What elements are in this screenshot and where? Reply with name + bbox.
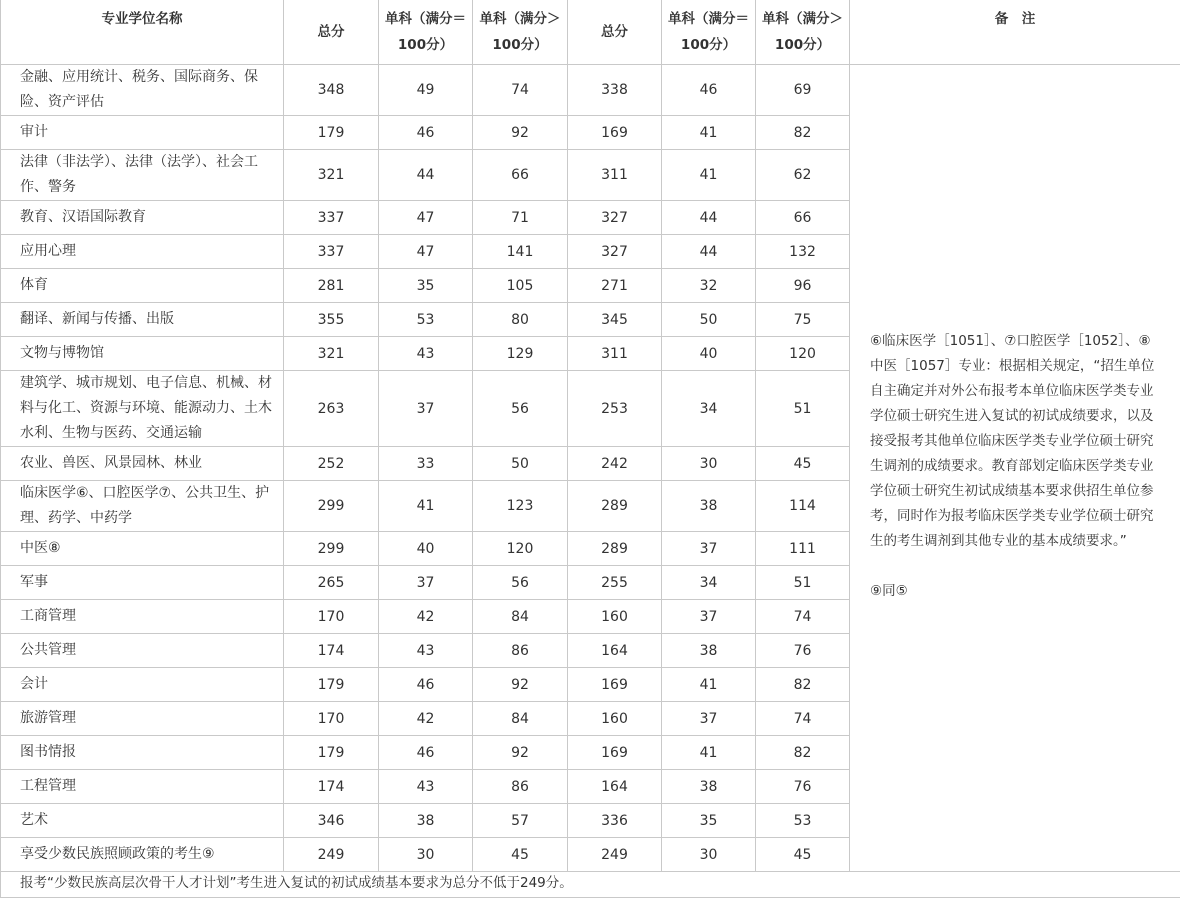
single-eq100-cell-1: 43 [379,770,473,804]
single-gt100-cell-1: 129 [473,337,568,371]
total-score-cell-1: 179 [284,736,379,770]
single-gt100-cell-2: 111 [756,532,850,566]
remark-clinical-medicine: ⑥临床医学［1051］、⑦口腔医学［1052］、⑧中医［1057］专业：根据相关规定，“招生单位自主确定并对外公布报考本单位临床医学类专业学位硕士研究生进入复试的初试成绩要求，以及接受报考其他单位临床医学类专业学位硕士研究生调剂的成绩要求。教育部划定临床医学类专业学位硕士研究生初试成绩基本要求供招生单位参考，同时作为报考临床医学类专业学位硕士研究生的考生调剂到其他专业的基本成绩要求。” [870,329,1156,554]
single-eq100-cell-1: 46 [379,116,473,150]
single-gt100-cell-2: 120 [756,337,850,371]
single-gt100-cell-2: 45 [756,447,850,481]
single-gt100-cell-2: 82 [756,116,850,150]
single-gt100-cell-2: 66 [756,201,850,235]
major-name-cell: 教育、汉语国际教育 [1,201,284,235]
single-eq100-cell-2: 46 [662,65,756,116]
single-gt100-cell-1: 92 [473,116,568,150]
table-body [1,65,1180,898]
total-score-cell-2: 327 [568,235,662,269]
single-eq100-cell-2: 44 [662,201,756,235]
total-score-cell-1: 281 [284,269,379,303]
header-single-gt100-2: 单科（满分＞100分） [756,0,850,65]
total-score-cell-1: 321 [284,337,379,371]
total-score-cell-2: 289 [568,481,662,532]
single-gt100-cell-2: 74 [756,600,850,634]
single-gt100-cell-2: 96 [756,269,850,303]
single-eq100-cell-2: 34 [662,566,756,600]
single-eq100-cell-1: 42 [379,600,473,634]
remarks-cell [850,65,1180,872]
header-total-score-1: 总分 [284,0,379,65]
single-gt100-cell-2: 51 [756,566,850,600]
single-eq100-cell-1: 33 [379,447,473,481]
single-gt100-cell-2: 53 [756,804,850,838]
single-gt100-cell-1: 56 [473,566,568,600]
major-name-cell: 临床医学⑥、口腔医学⑦、公共卫生、护理、药学、中药学 [1,481,284,532]
single-eq100-cell-1: 30 [379,838,473,872]
single-eq100-cell-1: 41 [379,481,473,532]
single-eq100-cell-2: 35 [662,804,756,838]
header-single-eq100-1: 单科（满分＝100分） [379,0,473,65]
single-eq100-cell-2: 32 [662,269,756,303]
major-name-cell: 建筑学、城市规划、电子信息、机械、材料与化工、资源与环境、能源动力、土木水利、生物与医药、交通运输 [1,371,284,447]
total-score-cell-2: 336 [568,804,662,838]
single-eq100-cell-1: 46 [379,736,473,770]
single-eq100-cell-2: 41 [662,150,756,201]
single-eq100-cell-2: 30 [662,838,756,872]
total-score-cell-1: 263 [284,371,379,447]
total-score-cell-2: 160 [568,702,662,736]
single-gt100-cell-2: 45 [756,838,850,872]
header-remarks: 备 注 [850,0,1180,65]
total-score-cell-2: 164 [568,770,662,804]
single-gt100-cell-1: 80 [473,303,568,337]
single-gt100-cell-1: 56 [473,371,568,447]
total-score-cell-1: 299 [284,532,379,566]
total-score-cell-2: 338 [568,65,662,116]
single-gt100-cell-1: 84 [473,600,568,634]
major-name-cell: 翻译、新闻与传播、出版 [1,303,284,337]
single-eq100-cell-2: 37 [662,532,756,566]
single-eq100-cell-1: 43 [379,634,473,668]
single-eq100-cell-1: 40 [379,532,473,566]
single-gt100-cell-1: 92 [473,668,568,702]
major-name-cell: 审计 [1,116,284,150]
major-name-cell: 金融、应用统计、税务、国际商务、保险、资产评估 [1,65,284,116]
total-score-cell-2: 249 [568,838,662,872]
single-eq100-cell-1: 49 [379,65,473,116]
single-gt100-cell-2: 76 [756,770,850,804]
single-gt100-cell-1: 123 [473,481,568,532]
single-eq100-cell-2: 34 [662,371,756,447]
single-eq100-cell-1: 47 [379,201,473,235]
single-gt100-cell-2: 76 [756,634,850,668]
single-eq100-cell-2: 30 [662,447,756,481]
single-gt100-cell-1: 74 [473,65,568,116]
single-gt100-cell-2: 82 [756,668,850,702]
single-gt100-cell-1: 84 [473,702,568,736]
major-name-cell: 图书情报 [1,736,284,770]
major-name-cell: 农业、兽医、风景园林、林业 [1,447,284,481]
total-score-cell-2: 169 [568,116,662,150]
single-gt100-cell-1: 66 [473,150,568,201]
total-score-cell-1: 252 [284,447,379,481]
single-eq100-cell-2: 41 [662,668,756,702]
single-eq100-cell-1: 53 [379,303,473,337]
single-eq100-cell-2: 41 [662,736,756,770]
table-row [1,65,1180,116]
single-eq100-cell-2: 37 [662,702,756,736]
total-score-cell-2: 311 [568,337,662,371]
total-score-cell-1: 355 [284,303,379,337]
major-name-cell: 享受少数民族照顾政策的考生⑨ [1,838,284,872]
single-eq100-cell-1: 47 [379,235,473,269]
major-name-cell: 工商管理 [1,600,284,634]
single-eq100-cell-1: 43 [379,337,473,371]
single-gt100-cell-2: 114 [756,481,850,532]
header-major-name: 专业学位名称 [1,0,284,65]
single-eq100-cell-2: 40 [662,337,756,371]
total-score-cell-1: 249 [284,838,379,872]
major-name-cell: 艺术 [1,804,284,838]
single-eq100-cell-1: 37 [379,566,473,600]
major-name-cell: 会计 [1,668,284,702]
total-score-cell-2: 289 [568,532,662,566]
total-score-cell-1: 265 [284,566,379,600]
remark-spacer [870,554,1156,579]
single-gt100-cell-2: 74 [756,702,850,736]
header-single-eq100-2: 单科（满分＝100分） [662,0,756,65]
single-gt100-cell-2: 82 [756,736,850,770]
single-eq100-cell-1: 42 [379,702,473,736]
major-name-cell: 法律（非法学）、法律（法学）、社会工作、警务 [1,150,284,201]
total-score-cell-2: 169 [568,668,662,702]
total-score-cell-1: 337 [284,235,379,269]
major-name-cell: 旅游管理 [1,702,284,736]
single-gt100-cell-1: 92 [473,736,568,770]
total-score-cell-1: 321 [284,150,379,201]
single-gt100-cell-2: 51 [756,371,850,447]
single-eq100-cell-1: 37 [379,371,473,447]
single-gt100-cell-1: 57 [473,804,568,838]
total-score-cell-1: 337 [284,201,379,235]
single-gt100-cell-1: 50 [473,447,568,481]
single-gt100-cell-1: 86 [473,770,568,804]
total-score-cell-1: 170 [284,702,379,736]
single-gt100-cell-1: 71 [473,201,568,235]
single-gt100-cell-1: 120 [473,532,568,566]
single-gt100-cell-2: 62 [756,150,850,201]
total-score-cell-2: 242 [568,447,662,481]
total-score-cell-2: 253 [568,371,662,447]
single-eq100-cell-2: 38 [662,634,756,668]
single-gt100-cell-1: 105 [473,269,568,303]
single-eq100-cell-2: 38 [662,770,756,804]
header-single-gt100-1: 单科（满分＞100分） [473,0,568,65]
total-score-cell-2: 271 [568,269,662,303]
major-name-cell: 工程管理 [1,770,284,804]
total-score-cell-2: 327 [568,201,662,235]
single-eq100-cell-1: 35 [379,269,473,303]
footer-note: 报考“少数民族高层次骨干人才计划”考生进入复试的初试成绩基本要求为总分不低于249分。 [1,872,1180,898]
major-name-cell: 体育 [1,269,284,303]
single-gt100-cell-1: 141 [473,235,568,269]
header-total-score-2: 总分 [568,0,662,65]
total-score-cell-2: 345 [568,303,662,337]
total-score-cell-2: 311 [568,150,662,201]
total-score-cell-2: 255 [568,566,662,600]
total-score-cell-1: 170 [284,600,379,634]
major-name-cell: 应用心理 [1,235,284,269]
single-gt100-cell-1: 45 [473,838,568,872]
single-gt100-cell-2: 132 [756,235,850,269]
total-score-cell-1: 299 [284,481,379,532]
single-eq100-cell-2: 50 [662,303,756,337]
single-eq100-cell-2: 37 [662,600,756,634]
single-eq100-cell-2: 44 [662,235,756,269]
remark-same-as: ⑨同⑤ [870,579,1156,604]
single-eq100-cell-1: 46 [379,668,473,702]
major-name-cell: 中医⑧ [1,532,284,566]
major-name-cell: 军事 [1,566,284,600]
total-score-cell-1: 348 [284,65,379,116]
single-eq100-cell-2: 38 [662,481,756,532]
total-score-cell-1: 179 [284,116,379,150]
major-name-cell: 文物与博物馆 [1,337,284,371]
total-score-cell-2: 160 [568,600,662,634]
footer-row [1,872,1180,898]
single-eq100-cell-1: 44 [379,150,473,201]
major-name-cell: 公共管理 [1,634,284,668]
total-score-cell-1: 346 [284,804,379,838]
single-eq100-cell-1: 38 [379,804,473,838]
total-score-cell-2: 164 [568,634,662,668]
total-score-cell-1: 174 [284,770,379,804]
single-gt100-cell-1: 86 [473,634,568,668]
single-eq100-cell-2: 41 [662,116,756,150]
total-score-cell-1: 174 [284,634,379,668]
total-score-cell-2: 169 [568,736,662,770]
total-score-cell-1: 179 [284,668,379,702]
single-gt100-cell-2: 75 [756,303,850,337]
single-gt100-cell-2: 69 [756,65,850,116]
